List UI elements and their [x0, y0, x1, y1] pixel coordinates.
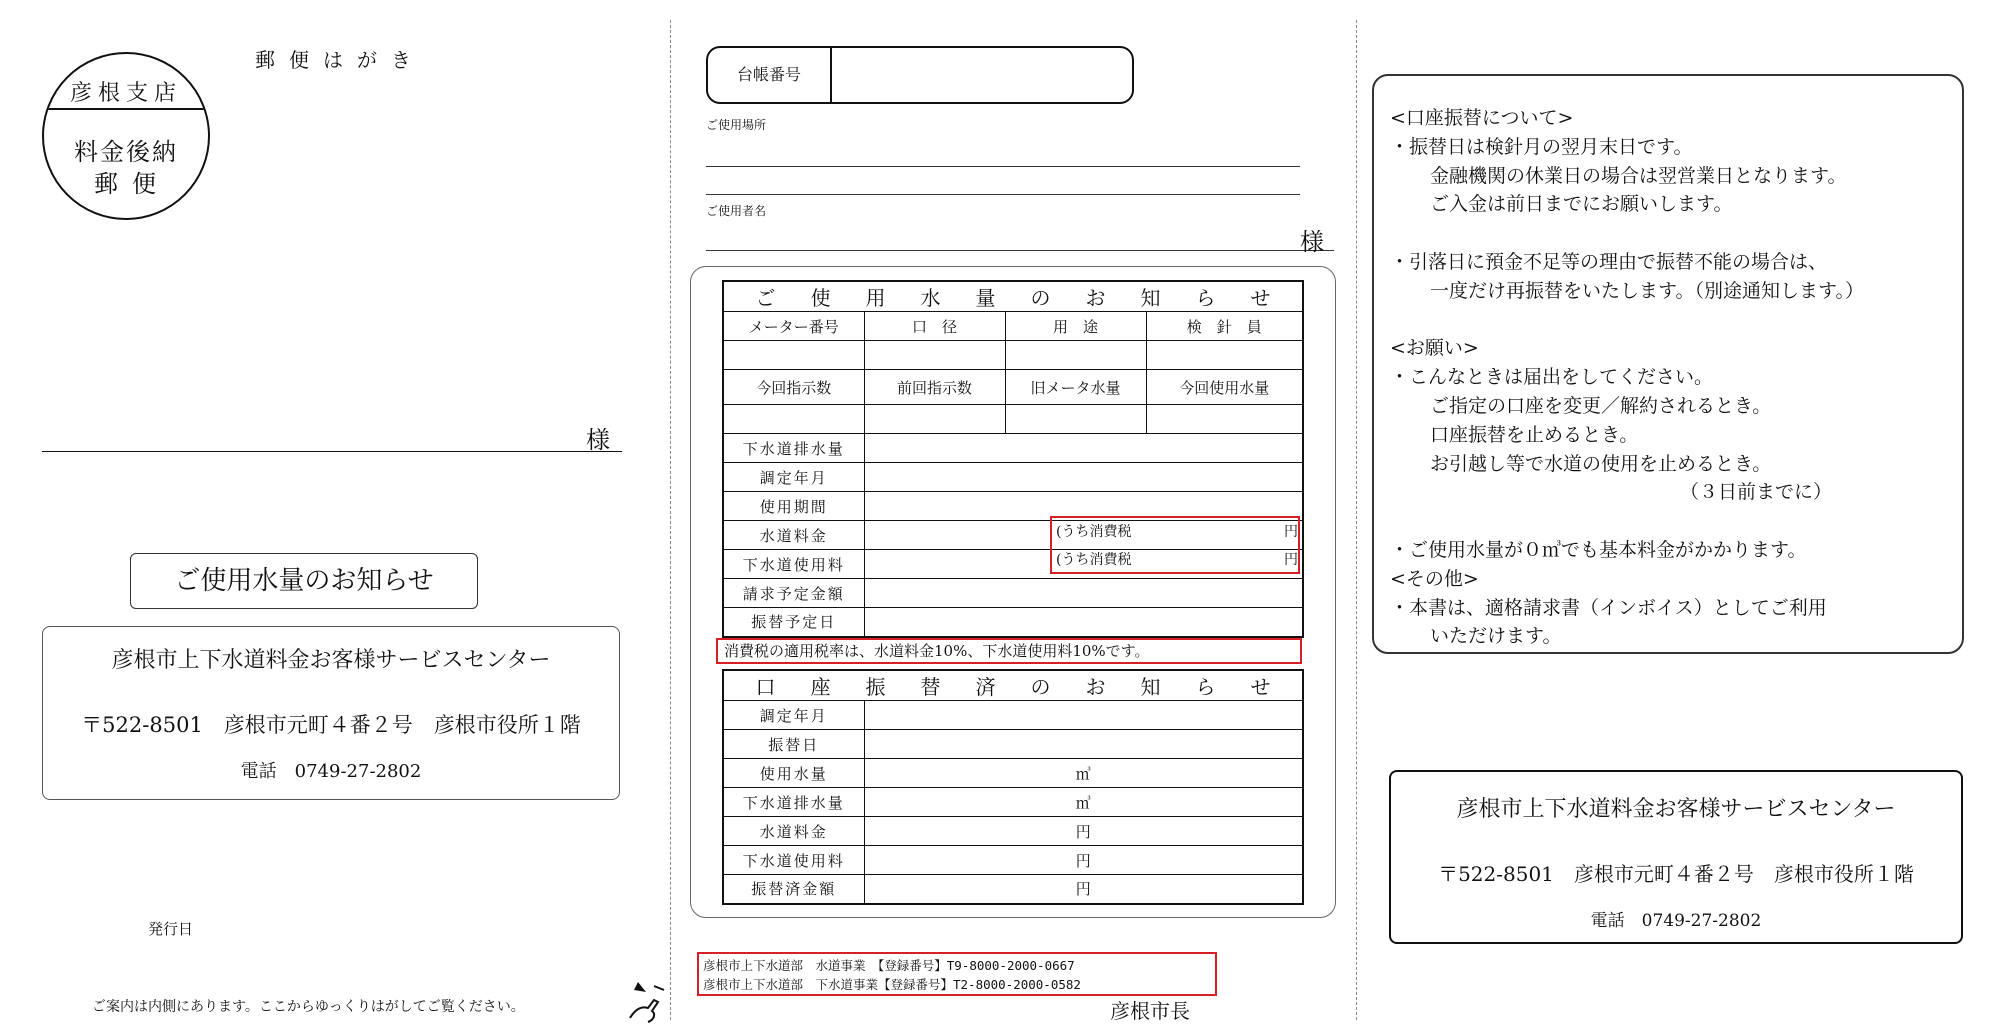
- usage-title-char: せ: [1250, 286, 1271, 310]
- user-name-line: [706, 250, 1334, 251]
- transfer-table: [722, 669, 1304, 905]
- ledger-number-box: [706, 46, 1134, 104]
- usage-title-char: 知: [1140, 286, 1161, 310]
- ledger-number-label: 台帳番号: [708, 48, 832, 102]
- transfer-title-char: 済: [975, 675, 996, 699]
- usage-title-cell: [723, 281, 1303, 312]
- water-registration: 彦根市上下水道部 水道事業 【登録番号】T9-8000-2000-0667: [703, 958, 1075, 973]
- info-line: ・ご使用水量が０㎥でも基本料金がかかります。: [1390, 538, 1807, 561]
- peel-instruction: ご案内は内側にあります。ここからゆっくりはがしてご覧ください。: [92, 999, 525, 1015]
- info-line: ご指定の口座を変更／解約されるとき。: [1430, 394, 1772, 417]
- issue-date-label: 発行日: [148, 920, 194, 938]
- postcard-label: 郵便はがき: [255, 48, 425, 72]
- usage-row-label: 請求予定金額: [723, 579, 864, 608]
- meter-header: メーター番号: [723, 312, 864, 341]
- usage-title-char: ご: [755, 286, 776, 310]
- info-line: <お願い>: [1390, 337, 1479, 360]
- recipient-address-line: [42, 450, 622, 452]
- info-line: 一度だけ再振替をいたします。（別途通知します。）: [1430, 279, 1864, 302]
- notice-title: ご使用水量のお知らせ: [130, 553, 478, 609]
- info-line: [1390, 306, 1946, 335]
- meter-cell: [864, 341, 1005, 370]
- transfer-row-value: 円: [864, 817, 1303, 846]
- info-line: お引越し等で水道の使用を止めるとき。: [1430, 452, 1772, 475]
- reading-header: 前回指示数: [864, 370, 1005, 405]
- service-center-box-right: [1389, 770, 1963, 944]
- sewer-registration: 彦根市上下水道部 下水道事業【登録番号】T2-8000-2000-0582: [703, 977, 1081, 992]
- info-line: [1390, 219, 1946, 248]
- meter-cell: [1146, 341, 1303, 370]
- info-line: いただけます。: [1430, 625, 1562, 648]
- transfer-row-value: ㎥: [864, 759, 1303, 788]
- transfer-row-value: [864, 701, 1303, 730]
- account-transfer-info: [1372, 74, 1964, 654]
- info-line: <その他>: [1390, 567, 1479, 590]
- usage-title: [724, 282, 1302, 311]
- user-honorific: 様: [1300, 228, 1324, 256]
- transfer-title-char: の: [1030, 675, 1051, 699]
- transfer-title-char: 口: [755, 675, 776, 699]
- service-center-name: 彦根市上下水道料金お客様サービスセンター: [111, 648, 551, 673]
- transfer-row-label: 調定年月: [723, 701, 864, 730]
- info-line: ・こんなときは届出をしてください。: [1390, 366, 1714, 389]
- info-line: 金融機関の休業日の場合は翌営業日となります。: [1430, 164, 1847, 187]
- stamp-line2: 郵便: [94, 170, 170, 198]
- recipient-honorific: 様: [586, 426, 610, 454]
- usage-row-label: 使用期間: [723, 492, 864, 521]
- usage-row-label: 振替予定日: [723, 608, 864, 637]
- reading-header: 旧メータ水量: [1005, 370, 1146, 405]
- water-tax-yen: 円: [1284, 524, 1298, 540]
- transfer-row-value: [864, 730, 1303, 759]
- service-center-address: 〒522-8501 彦根市元町４番２号 彦根市役所１階: [1438, 862, 1914, 886]
- consumption-tax-box: [1050, 516, 1300, 574]
- transfer-title: [724, 671, 1302, 700]
- sewer-tax-row: [1056, 546, 1298, 574]
- transfer-row-value: 円: [864, 846, 1303, 875]
- info-line: ・引落日に預金不足等の理由で振替不能の場合は、: [1390, 250, 1828, 273]
- info-line: （３日前までに）: [1680, 481, 1833, 504]
- usage-row-value: [864, 579, 1303, 608]
- service-center-phone: 電話 0749-27-2802: [1590, 911, 1762, 931]
- usage-location-line2: [706, 194, 1300, 195]
- sewer-tax-yen: 円: [1284, 552, 1298, 568]
- transfer-title-char: お: [1085, 675, 1106, 699]
- sewer-tax-label: (うち消費税: [1056, 552, 1132, 568]
- info-line: ・振替日は検針月の翌月末日です。: [1390, 135, 1693, 158]
- meter-header: 検 針 員: [1146, 312, 1303, 341]
- usage-row-label: 調定年月: [723, 463, 864, 492]
- transfer-title-char: 振: [865, 675, 886, 699]
- meter-header: 用 途: [1005, 312, 1146, 341]
- transfer-row-value: ㎥: [864, 788, 1303, 817]
- fold-line-left: [670, 20, 671, 1020]
- info-line: 口座振替を止めるとき。: [1430, 423, 1639, 446]
- info-line: ご入金は前日までにお願いします。: [1430, 193, 1733, 216]
- postage-paid-stamp: [42, 52, 210, 220]
- tax-rate-note: 消費税の適用税率は、水道料金10%、下水道使用料10%です。: [716, 638, 1302, 664]
- usage-title-char: 水: [920, 286, 941, 310]
- transfer-row-label: 使用水量: [723, 759, 864, 788]
- transfer-row-label: 下水道排水量: [723, 788, 864, 817]
- usage-location-label: ご使用場所: [706, 118, 767, 132]
- usage-row-label: 下水道使用料: [723, 550, 864, 579]
- user-name-label: ご使用者名: [706, 204, 767, 218]
- reading-cell: [1146, 405, 1303, 434]
- transfer-title-char: せ: [1250, 675, 1271, 699]
- transfer-title-char: 座: [810, 675, 831, 699]
- reading-cell: [864, 405, 1005, 434]
- service-center-address: 〒522-8501 彦根市元町４番２号 彦根市役所１階: [81, 713, 581, 737]
- water-tax-label: (うち消費税: [1056, 524, 1132, 540]
- transfer-title-char: 替: [920, 675, 941, 699]
- transfer-row-value: 円: [864, 875, 1303, 904]
- meter-cell: [723, 341, 864, 370]
- meter-cell: [1005, 341, 1146, 370]
- transfer-title-char: ら: [1195, 675, 1216, 699]
- reading-cell: [723, 405, 864, 434]
- usage-row-value: [864, 463, 1303, 492]
- transfer-row-label: 振替済金額: [723, 875, 864, 904]
- stamp-line1: 料金後納: [74, 138, 178, 166]
- service-center-box: [42, 626, 620, 800]
- usage-title-char: ら: [1195, 286, 1216, 310]
- reading-header: 今回使用水量: [1146, 370, 1303, 405]
- registration-numbers: [697, 952, 1217, 996]
- usage-title-char: 量: [975, 286, 996, 310]
- transfer-title-cell: [723, 670, 1303, 701]
- info-line: [1390, 507, 1946, 536]
- meter-header: 口 径: [864, 312, 1005, 341]
- usage-table: [722, 280, 1304, 638]
- info-line: ・本書は、適格請求書（インボイス）としてご利用: [1390, 596, 1827, 619]
- transfer-row-label: 水道料金: [723, 817, 864, 846]
- mayor-label: 彦根市長: [1110, 999, 1190, 1023]
- reading-cell: [1005, 405, 1146, 434]
- stamp-branch: 彦根支店: [44, 54, 208, 110]
- transfer-title-char: 知: [1140, 675, 1161, 699]
- transfer-row-label: 振替日: [723, 730, 864, 759]
- transfer-row-label: 下水道使用料: [723, 846, 864, 875]
- water-tax-row: [1056, 518, 1298, 546]
- fold-line-right: [1356, 20, 1357, 1020]
- usage-title-char: お: [1085, 286, 1106, 310]
- usage-row-value: [864, 434, 1303, 463]
- usage-title-char: 使: [810, 286, 831, 310]
- usage-title-char: の: [1030, 286, 1051, 310]
- usage-title-char: 用: [865, 286, 886, 310]
- usage-row-label: 下水道排水量: [723, 434, 864, 463]
- usage-row-label: 水道料金: [723, 521, 864, 550]
- usage-row-value: [864, 608, 1303, 637]
- peel-hand-icon[interactable]: [624, 978, 670, 1024]
- service-center-name: 彦根市上下水道料金お客様サービスセンター: [1456, 797, 1896, 822]
- reading-header: 今回指示数: [723, 370, 864, 405]
- usage-location-line1: [706, 166, 1300, 167]
- info-line: <口座振替について>: [1390, 107, 1574, 129]
- service-center-phone: 電話 0749-27-2802: [240, 761, 422, 782]
